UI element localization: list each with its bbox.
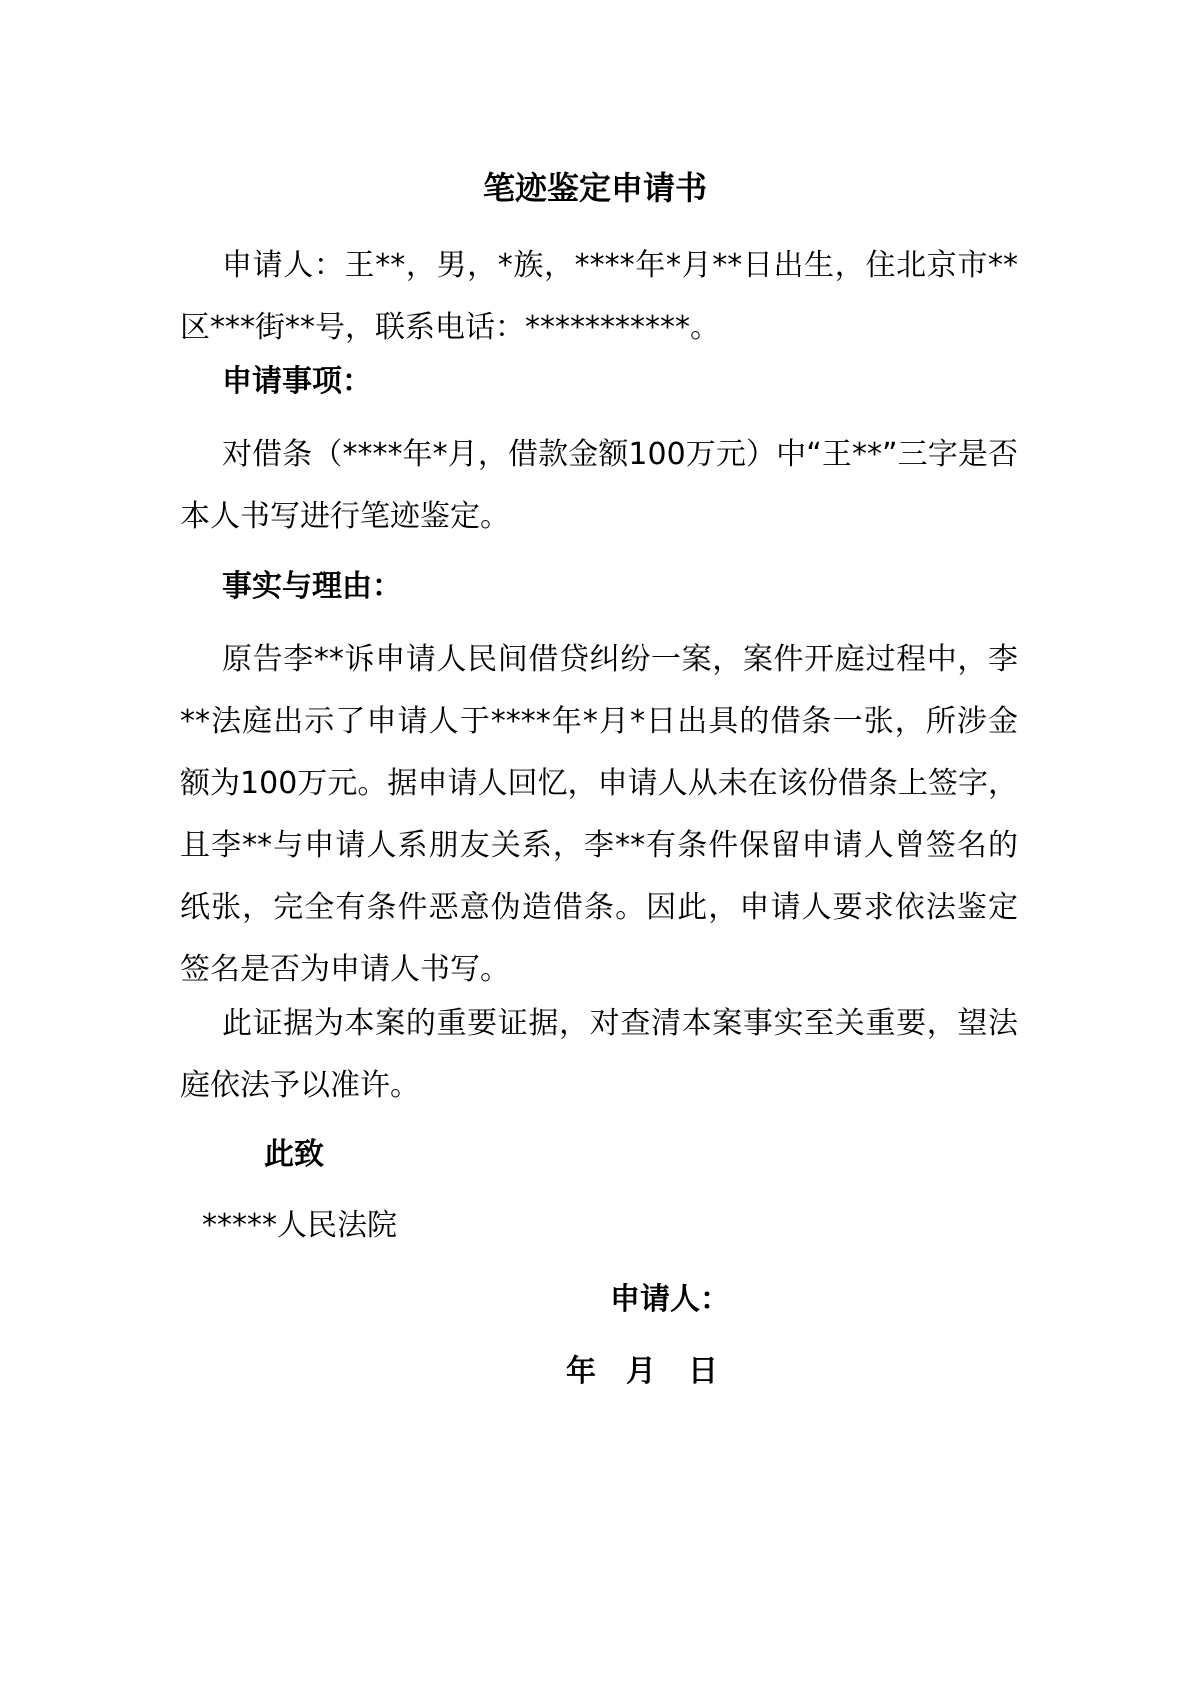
date-day: 日 bbox=[688, 1354, 718, 1389]
signature-label: 申请人： bbox=[610, 1282, 730, 1317]
date-month: 月 bbox=[626, 1354, 656, 1389]
court-addressee: *****人民法院 bbox=[202, 1208, 397, 1243]
date-year: 年 bbox=[566, 1354, 596, 1389]
closing-paragraph: 此证据为本案的重要证据，对查清本案事实至关重要，望法庭依法予以准许。 bbox=[180, 1006, 1018, 1103]
facts-heading: 事实与理由： bbox=[222, 569, 402, 604]
facts-paragraph: 原告李**诉申请人民间借贷纠纷一案，案件开庭过程中，李**法庭出示了申请人于****年*月*日出具的借条一张，所涉金额为100万元。据申请人回忆，申请人从未在该份借条上签字，且李**与申请人系朋友关系，李**有条件保留申请人曾签名的纸张，完全有条件恶意伪造借条。因此，申请人要求依法鉴定签名是否为申请人书写。 bbox=[180, 642, 1018, 987]
request-heading: 申请事项： bbox=[222, 364, 372, 399]
date-line bbox=[566, 1350, 718, 1394]
salutation: 此致 bbox=[264, 1137, 324, 1172]
document-title: 笔迹鉴定申请书 bbox=[482, 169, 707, 207]
request-paragraph: 对借条（****年*月，借款金额100万元）中“王**”三字是否本人书写进行笔迹鉴定。 bbox=[180, 437, 1018, 534]
applicant-info-paragraph: 申请人：王**，男，*族，****年*月**日出生，住北京市**区***街**号，联系电话：***********。 bbox=[180, 248, 1018, 345]
